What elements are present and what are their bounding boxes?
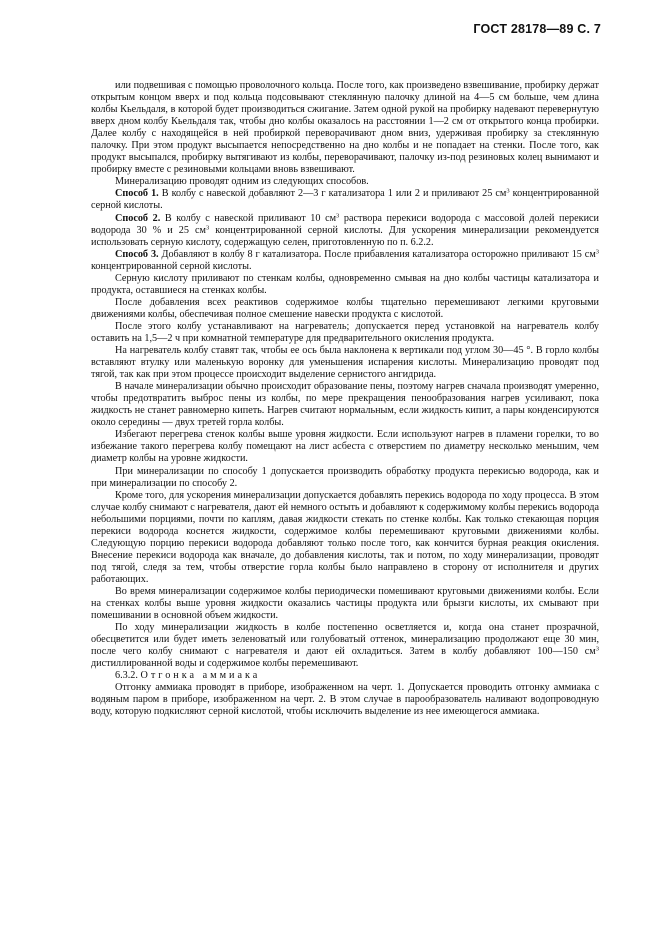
paragraph: На нагреватель колбу ставят так, чтобы ее ось была наклонена к вертикали под углом 30—45 °. В горло колбы вставляют втулку или маленькую воронку для уменьшения испарения кислоты. Минерализацию проводят под тягой, так как при этом процессе происходит выделение сернистого ангидрида. — [91, 345, 599, 381]
paragraph: После этого колбу устанавливают на нагреватель; допускается перед установкой на нагреватель колбу оставить на 1,5—2 ч при комнатной температуре для предварительного окисления продукта. — [91, 320, 599, 344]
paragraph-text: концентрированной серной кислоты. Для ускорения минерализации рекомендуется использовать серную кислоту, содержащую селен, приготовленную по п. 6.2.2. — [91, 224, 599, 248]
method-3-paragraph — [91, 249, 599, 273]
paragraph: Избегают перегрева стенок колбы выше уровня жидкости. Если используют нагрев в пламени горелки, то во избежание такого перегрева колбу помещают на лист асбеста с отверстием по диаметру несколько меньшим, чем диаметр колбы на уровне жидкости. — [91, 429, 599, 465]
paragraph: или подвешивая с помощью проволочного кольца. После того, как произведено взвешивание, пробирку держат открытым концом вверх и под кольца подсовывают стеклянную палочку длиной на 4—5 см больше, чем длина колбы Кьельдаля, в которой будет производиться сжигание. Затем одной рукой на пробирку надевают перевернутую вверх дном колбу Кьельдаля так, чтобы дно колбы оказалось на расстоянии 1—2 см от открытого конца пробирки. Далее колбу с находящейся в ней пробиркой переворачивают дном вниз, удерживая пробирку за стеклянную палочку. При этом продукт высыпается непосредственно на дно колбы и не попадает на стенки. После того, как продукт высыпался, пробирку вытягивают из колбы, переворачивают, палочку из-под резиновых колец вынимают и пробирку вместе с резиновыми кольцами вновь взвешивают. — [91, 80, 599, 176]
paragraph-text: концентрированной серной кислоты. — [91, 260, 252, 272]
superscript: 3 — [336, 212, 340, 220]
paragraph: При минерализации по способу 1 допускается производить обработку продукта перекисью водорода, как и при минерализации по способу 2. — [91, 465, 599, 489]
section-heading — [91, 670, 599, 682]
section-title: Отгонка аммиака — [140, 670, 261, 682]
paragraph-text: дистиллированной воды и содержимое колбы перемешивают. — [91, 658, 359, 670]
paragraph-text: В колбу с навеской добавляют 2—3 г катализатора 1 или 2 и приливают 25 см — [161, 188, 507, 200]
paragraph — [91, 622, 599, 670]
section-number: 6.3.2. — [115, 670, 138, 682]
paragraph: Серную кислоту приливают по стенкам колбы, одновременно смывая на дно колбы частицы катализатора и продукта, оставшиеся на стенках колбы. — [91, 272, 599, 296]
paragraph: Отгонку аммиака проводят в приборе, изображенном на черт. 1. Допускается проводить отгонку аммиака с водяным паром в приборе, изображенном на черт. 2. В этом случае в парообразователь наливают водопроводную воду, которую подкисляют серной кислотой, чтобы исключить выделение из нее имеющегося аммиака. — [91, 682, 599, 718]
paragraph: В начале минерализации обычно происходит образование пены, поэтому нагрев сначала производят умеренно, чтобы предотвратить выброс пены из колбы, по мере прекращения пенообразования нагрев усиливают, пока жидкость не станет равномерно кипеть. Нагрев считают нормальным, если жидкость кипит, а пары конденсируются около середины — двух третей горла колбы. — [91, 381, 599, 429]
paragraph-text: По ходу минерализации жидкость в колбе постепенно осветляется и, когда она станет прозрачной, обесцветится или будет иметь зеленоватый или голубоватый оттенок, минерализацию продолжают еще 30 мин, после чего колбу снимают с нагревателя и дают ей охладиться. Затем в колбу добавляют 100—150 см — [91, 622, 599, 658]
method-2-paragraph — [91, 213, 599, 249]
paragraph: Минерализацию проводят одним из следующих способов. — [115, 176, 369, 188]
superscript: 3 — [206, 224, 210, 232]
superscript: 3 — [595, 248, 600, 256]
page-header: ГОСТ 28178—89 С. 7 — [473, 22, 601, 36]
paragraph-text: раствора перекиси водорода с массовой долей перекиси водорода 30 % и 25 см — [91, 212, 599, 236]
paragraph-text: Добавляют в колбу 8 г катализатора. После прибавления катализатора осторожно приливают 15 см — [161, 248, 596, 260]
paragraph: Кроме того, для ускорения минерализации допускается добавлять перекись водорода по ходу процесса. В этом случае колбу снимают с нагревателя, дают ей немного остыть и добавляют к содержимому колбы перекись водорода небольшими порциями, почти по каплям, давая жидкости стекать по стенке колбы. Как только стекающая порция перекиси водорода коснется жидкости, содержимое колбы перемешивают круговыми движениями колбы. Следующую порцию перекиси водорода добавляют только после того, как кончится бурная реакция окисления. Внесение перекиси водорода как вначале, до добавления кислоты, так и потом, по ходу минерализации, проводят под тягой, следя за тем, чтобы отверстие горла колбы было направлено в сторону от исполнителя и других работающих. — [91, 489, 599, 585]
method-2-label: Способ 2. — [115, 212, 161, 224]
paragraph: Во время минерализации содержимое колбы периодически помешивают круговыми движениями колбы. Если на стенках колбы выше уровня жидкости оказались частицы продукта или брызги кислоты, их смывают при помешивании в основной объем жидкости. — [91, 585, 599, 622]
paragraph: После добавления всех реактивов содержимое колбы тщательно перемешивают легкими круговыми движениями колбы, обеспечивая полное смешение навески продукта с кислотой. — [91, 296, 599, 320]
method-1-paragraph — [91, 188, 599, 212]
paragraph-text: концентрированной серной кислоты. — [91, 188, 600, 212]
method-1-label: Способ 1. — [115, 188, 159, 200]
paragraph-text: В колбу с навеской приливают 10 см — [164, 212, 337, 224]
superscript: 3 — [506, 187, 510, 195]
method-3-label: Способ 3. — [115, 248, 159, 260]
superscript: 3 — [595, 645, 599, 653]
document-body — [91, 80, 599, 718]
